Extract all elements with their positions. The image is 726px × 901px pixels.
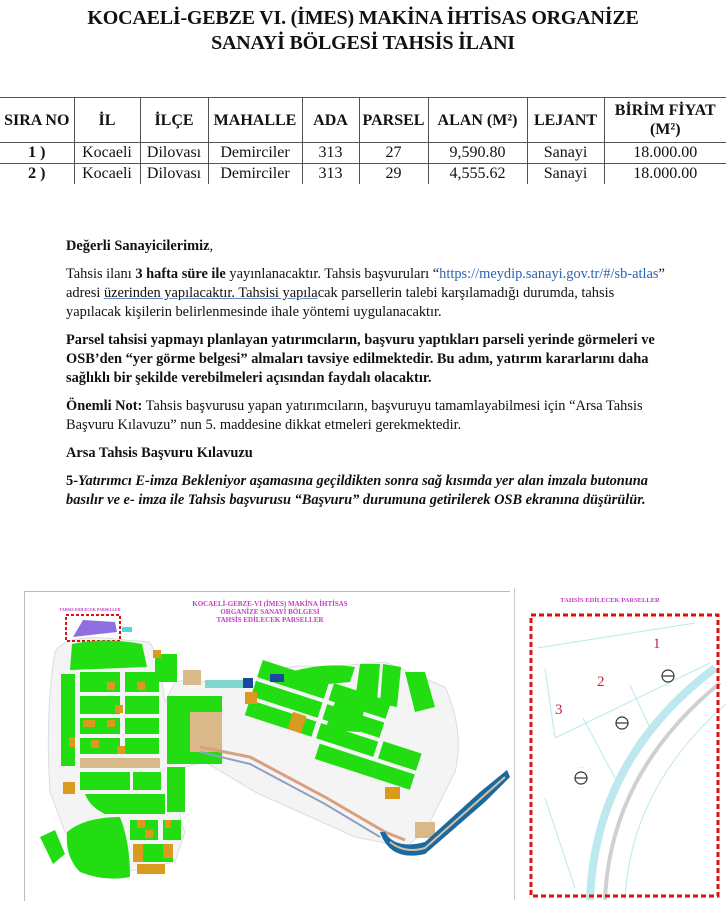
parcel-orange <box>133 844 143 862</box>
osb-site-map <box>24 591 510 901</box>
page-title <box>0 6 726 56</box>
parcel-line <box>630 685 650 728</box>
parcel-block <box>80 696 120 714</box>
parcel-block <box>125 696 159 714</box>
parcel-number-1: 1 <box>653 636 661 653</box>
cell-birim-fiyat: 18.000.00 <box>604 143 726 164</box>
p1-text-d: cak parsellerin talebi karşılamadığı durumda, tahsis yapılacak kişilerin belirlenmesinde ihale yöntemi uygulanacaktır. <box>66 285 614 320</box>
page-title-line2: SANAYİ BÖLGESİ TAHSİS İLANI <box>0 31 726 56</box>
parcel-cyan <box>205 680 243 688</box>
header-parsel: PARSEL <box>359 98 428 143</box>
cell-ilce: Dilovası <box>140 143 208 164</box>
target-parcels <box>73 620 117 637</box>
parcel-orange <box>137 820 145 828</box>
important-note-text: Tahsis başvurusu yapan yatırımcıların, başvuruyu tamamlayabilmesi için “Arsa Tahsis Başvuru Kılavuzu” nun 5. maddesine dikkat etmeleri gerekmektedir. <box>66 398 643 433</box>
svg-text:·····: ····· <box>578 786 584 790</box>
parcel-marker <box>575 766 587 790</box>
parcel-block <box>70 641 147 671</box>
cell-il: Kocaeli <box>74 143 140 164</box>
parcel-orange <box>145 830 153 838</box>
parcel-tan <box>183 670 201 685</box>
svg-text:·····: ····· <box>665 684 671 688</box>
header-alan: ALAN (M²) <box>428 98 527 143</box>
header-mahalle: MAHALLE <box>208 98 302 143</box>
announcement-body <box>66 237 666 519</box>
parcel-block <box>40 830 65 864</box>
cell-ada: 313 <box>302 164 359 185</box>
parcel-line <box>545 668 555 738</box>
svg-text:·····: ····· <box>578 766 584 770</box>
svg-text:·····: ····· <box>665 664 671 668</box>
parcel-block <box>125 718 159 734</box>
parcel-table <box>0 97 726 184</box>
parcel-line <box>537 623 695 648</box>
cell-mahalle: Demirciler <box>208 164 302 185</box>
header-birim-fiyat-line1: BİRİM FİYAT <box>605 101 726 120</box>
step-number: 5- <box>66 473 78 489</box>
parcel-block <box>167 767 185 812</box>
table-header-row <box>0 98 726 143</box>
cell-birim-fiyat: 18.000.00 <box>604 164 726 185</box>
application-link[interactable]: https://meydip.sanayi.gov.tr/#/sb-atlas <box>439 266 658 282</box>
header-ilce: İLÇE <box>140 98 208 143</box>
parcel-number-2: 2 <box>597 674 605 691</box>
site-map-drawing <box>25 592 510 901</box>
greeting <box>66 237 666 256</box>
cell-parsel: 29 <box>359 164 428 185</box>
cell-ada: 313 <box>302 143 359 164</box>
p1-text-a: Tahsis ilanı <box>66 266 135 282</box>
parcel-detail-map <box>514 588 726 900</box>
parcel-block <box>80 772 130 790</box>
parcel-orange <box>163 844 173 858</box>
important-note-label: Önemli Not: <box>66 398 142 414</box>
parcel-orange <box>107 720 115 727</box>
parcel-orange <box>137 682 145 690</box>
parcel-orange <box>107 682 115 690</box>
parcel-orange <box>63 782 75 794</box>
cell-alan: 4,555.62 <box>428 164 527 185</box>
detail-map-drawing <box>515 588 726 900</box>
parcel-block <box>67 817 130 879</box>
p1-text-b: yayınlanacaktır. Tahsis başvuruları “ <box>226 266 439 282</box>
parcel-tan <box>415 822 435 838</box>
paragraph-important-note <box>66 397 666 435</box>
parcel-block <box>125 738 159 754</box>
svg-text:·····: ····· <box>619 731 625 735</box>
parcel-block <box>80 738 120 754</box>
parcel-orange <box>165 820 171 828</box>
cell-il: Kocaeli <box>74 164 140 185</box>
cell-mahalle: Demirciler <box>208 143 302 164</box>
parcel-block <box>155 654 177 682</box>
road-edge <box>625 703 726 900</box>
detail-map-title: TAHSİS EDİLECEK PARSELLER <box>535 597 685 605</box>
header-sira-no: SIRA NO <box>0 98 74 143</box>
cell-sira-no: 1 ) <box>0 143 74 164</box>
paragraph-application-info <box>66 265 666 322</box>
header-birim-fiyat-line2: (M²) <box>605 120 726 139</box>
parcel-line <box>555 663 710 738</box>
cell-parsel: 27 <box>359 143 428 164</box>
page-title-line1: KOCAELİ-GEBZE VI. (İMES) MAKİNA İHTİSAS ORGANİZE <box>0 6 726 31</box>
cell-lejant: Sanayi <box>527 143 604 164</box>
parcel-orange <box>115 705 123 713</box>
parcel-marker <box>616 711 628 735</box>
highlight-label: TAHSİS EDİLECEK PARSELLER <box>55 607 125 612</box>
cell-sira-no: 2 ) <box>0 164 74 185</box>
parcel-block <box>133 772 161 790</box>
guide-step-5 <box>66 472 666 510</box>
paragraph-site-visit: Parsel tahsisi yapmayı planlayan yatırımcıların, başvuru yaptıkları parseli yerinde görmeleri ve OSB’den “yer görme belgesi” almaları tavsiye edilmektedir. Bu adım, yatırım kararlarını daha sağlıklı bir şekilde verebilmeleri açısından faydalı olacaktır. <box>66 331 666 388</box>
parcel-blue <box>270 674 284 682</box>
cell-alan: 9,590.80 <box>428 143 527 164</box>
parcel-tan <box>190 712 222 752</box>
p1-duration: 3 hafta süre ile <box>135 266 225 282</box>
target-frame <box>531 615 718 896</box>
parcel-tan <box>80 758 160 768</box>
parcel-orange <box>117 746 125 754</box>
cyan-plot <box>122 627 132 632</box>
parcel-number-3: 3 <box>555 702 563 719</box>
parcel-orange <box>245 692 257 704</box>
guide-heading: Arsa Tahsis Başvuru Kılavuzu <box>66 444 666 463</box>
p1-text-c: ” adresi <box>66 266 665 301</box>
step-text: Yatırımcı E-imza Bekleniyor aşamasına geçildikten sonra sağ kısımda yer alan imzala butonuna basılır ve e- imza ile Tahsis başvurusu “Başvuru” durumuna getirilerek OSB ekranına düşürülür. <box>66 473 648 508</box>
parcel-orange <box>137 864 165 874</box>
site-map-title-line2: ORGANİZE SANAYİ BÖLGESİ <box>175 608 365 616</box>
header-lejant: LEJANT <box>527 98 604 143</box>
parcel-orange <box>91 740 99 748</box>
header-ada: ADA <box>302 98 359 143</box>
site-map-title-line1: KOCAELİ-GEBZE-VI (İMES) MAKİNA İHTİSAS <box>175 600 365 608</box>
parcel-line <box>545 798 575 888</box>
parcel-orange <box>153 650 161 658</box>
header-birim-fiyat <box>604 98 726 143</box>
cell-lejant: Sanayi <box>527 164 604 185</box>
p1-underlined-text: üzerinden yapılacaktır. Tahsisi yapıla <box>104 285 318 301</box>
cell-ilce: Dilovası <box>140 164 208 185</box>
parcel-orange <box>385 787 400 799</box>
table-row <box>0 143 726 164</box>
table-row <box>0 164 726 185</box>
parcel-marker <box>662 664 674 688</box>
parcel-line <box>583 718 615 778</box>
greeting-comma: , <box>209 238 213 254</box>
parcel-orange <box>69 737 75 747</box>
greeting-text: Değerli Sanayicilerimiz <box>66 238 209 254</box>
header-il: İL <box>74 98 140 143</box>
parcel-blue <box>243 678 253 688</box>
svg-text:·····: ····· <box>619 711 625 715</box>
parcel-block <box>61 674 75 766</box>
parcel-orange <box>83 720 95 727</box>
site-map-title-line3: TAHSİS EDİLECEK PARSELLER <box>175 616 365 624</box>
